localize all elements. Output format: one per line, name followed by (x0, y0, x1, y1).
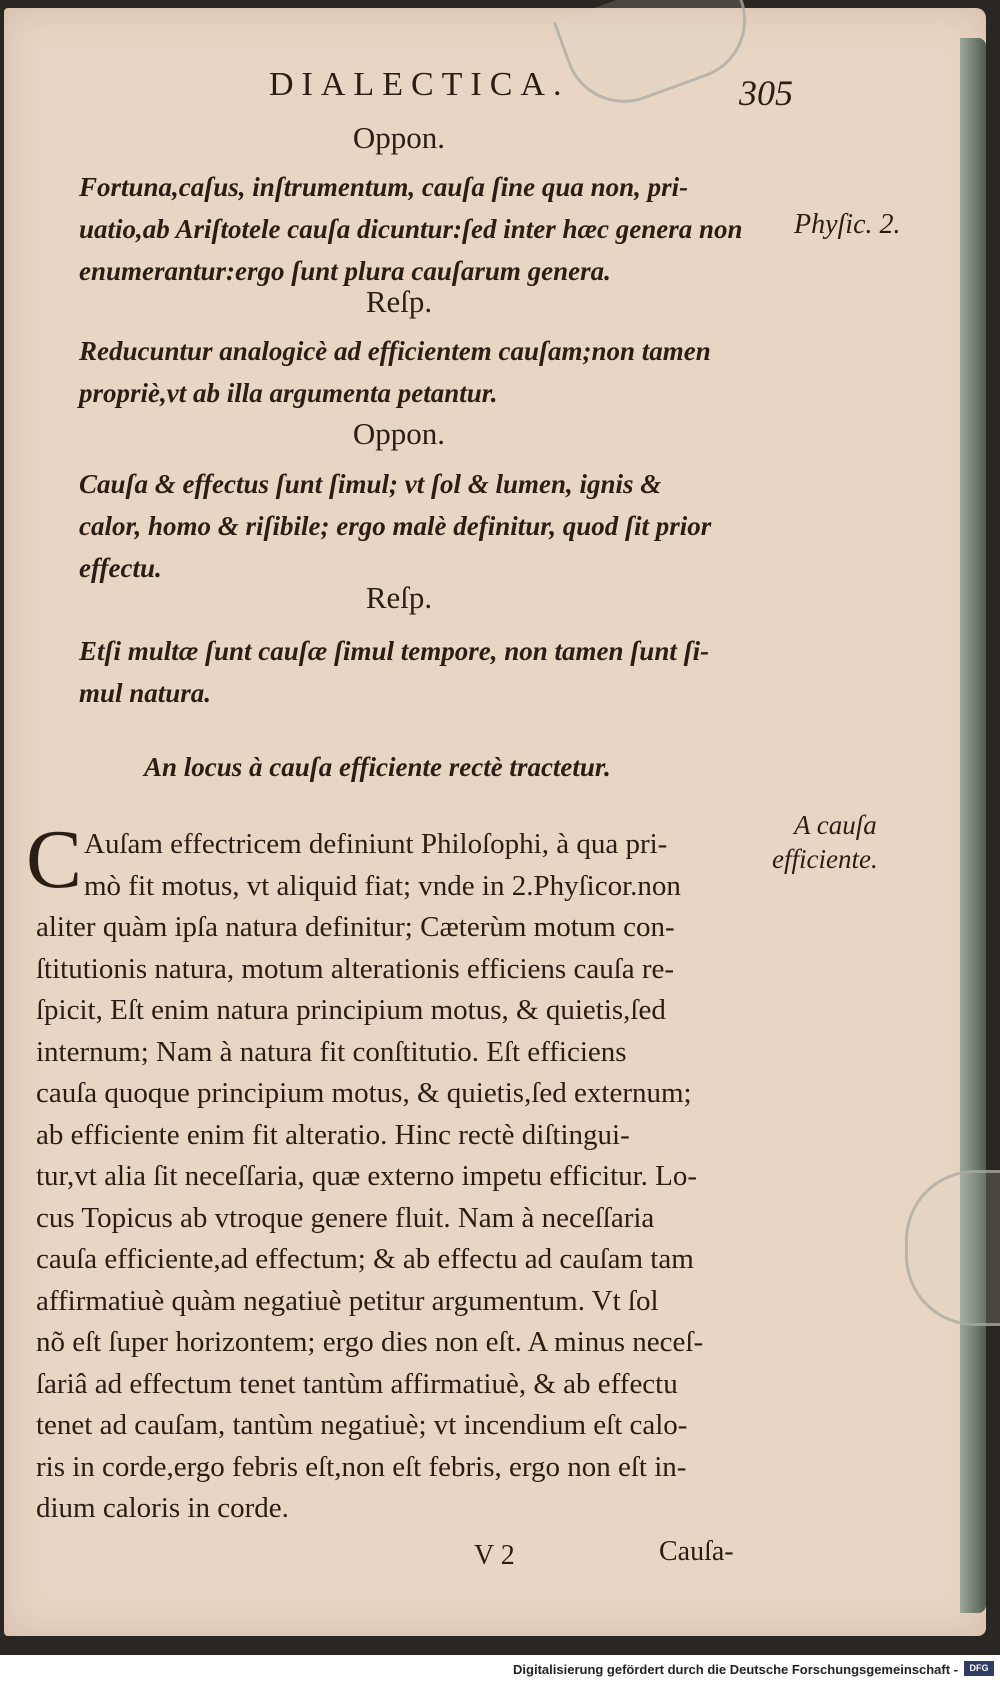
body-line: mò fit motus, vt aliquid fiat; vnde in 2.Phyſicor.non (84, 870, 681, 902)
section-heading-resp-1: Reſp. (365, 284, 433, 319)
catchword: Cauſa- (659, 1536, 734, 1567)
text-line: Reducuntur analogicè ad efficientem cauſam;non tamen (79, 336, 711, 366)
marginal-note-physic: Phyſic. 2. (794, 209, 901, 240)
section-heading-oppon-2: Oppon. (352, 416, 446, 451)
body-line: ab efficiente enim fit alteratio. Hinc rectè diſtingui- (36, 1119, 630, 1151)
page-number: 305 (739, 73, 793, 113)
text-line: enumerantur:ergo ſunt plura cauſarum genera. (79, 256, 611, 286)
text-line: effectu. (79, 553, 162, 583)
body-line: internum; Nam à natura fit conſtitutio. Eſt efficiens (36, 1036, 627, 1068)
text-line: Fortuna,caſus, inſtrumentum, cauſa ſine qua non, pri- (79, 172, 689, 202)
body-line: tur,vt alia ſit neceſſaria, quæ externo impetu efficitur. Lo- (36, 1160, 698, 1192)
text-line: calor, homo & riſibile; ergo malè definitur, quod ſit prior (79, 511, 712, 541)
page-edge-binding (960, 38, 986, 1613)
body-line: cauſa quoque principium motus, & quietis,ſed externum; (36, 1077, 692, 1109)
body-line: dium caloris in corde. (36, 1492, 289, 1524)
body-line: tenet ad cauſam, tantùm negatiuè; vt incendium eſt calo- (36, 1409, 688, 1441)
text-line: Cauſa & effectus ſunt ſimul; vt ſol & lumen, ignis & (79, 469, 662, 499)
body-line: cauſa efficiente,ad effectum; & ab effectu ad cauſam tam (36, 1243, 694, 1275)
signature-mark: V 2 (474, 1540, 515, 1571)
book-page (4, 8, 986, 1636)
marginal-note-a-causa: A cauſa (794, 810, 877, 840)
section-heading-resp-2: Reſp. (365, 580, 433, 615)
section-heading-oppon-1: Oppon. (352, 120, 446, 155)
body-line: cus Topicus ab vtroque genere fluit. Nam à neceſſaria (36, 1202, 655, 1234)
text-line: Etſi multæ ſunt cauſæ ſimul tempore, non tamen ſunt ſi- (79, 636, 710, 666)
running-head: DIALECTICA. (269, 66, 570, 103)
drop-cap: C (26, 813, 83, 906)
funding-credit: Digitalisierung gefördert durch die Deutsche Forschungsgemeinschaft - (513, 1662, 958, 1677)
body-line: Auſam effectricem definiunt Philoſophi, à qua pri- (84, 828, 668, 860)
body-line: ſpicit, Eſt enim natura principium motus, & quietis,ſed (36, 994, 666, 1026)
question-title: An locus à cauſa efficiente rectè tractetur. (144, 752, 611, 782)
text-line: propriè,vt ab illa argumenta petantur. (79, 378, 498, 408)
body-line: nõ eſt ſuper horizontem; ergo dies non eſt. A minus neceſ- (36, 1326, 704, 1358)
dfg-logo: DFG (964, 1661, 994, 1676)
marginal-note-efficiente: efficiente. (772, 844, 878, 874)
text-line: mul natura. (79, 678, 212, 708)
body-line: ris in corde,ergo febris eſt,non eſt febris, ergo non eſt in- (36, 1451, 687, 1483)
body-line: ſariâ ad effectum tenet tantùm affirmatiuè, & ab effectu (36, 1368, 678, 1400)
digitization-footer (0, 1655, 1000, 1685)
text-line: uatio,ab Ariſtotele cauſa dicuntur:ſed inter hæc genera non (79, 214, 743, 244)
body-line: aliter quàm ipſa natura definitur; Cæterùm motum con- (36, 911, 675, 943)
body-line: ſtitutionis natura, motum alterationis efficiens cauſa re- (36, 953, 675, 985)
body-line: affirmatiuè quàm negatiuè petitur argumentum. Vt ſol (36, 1285, 659, 1317)
